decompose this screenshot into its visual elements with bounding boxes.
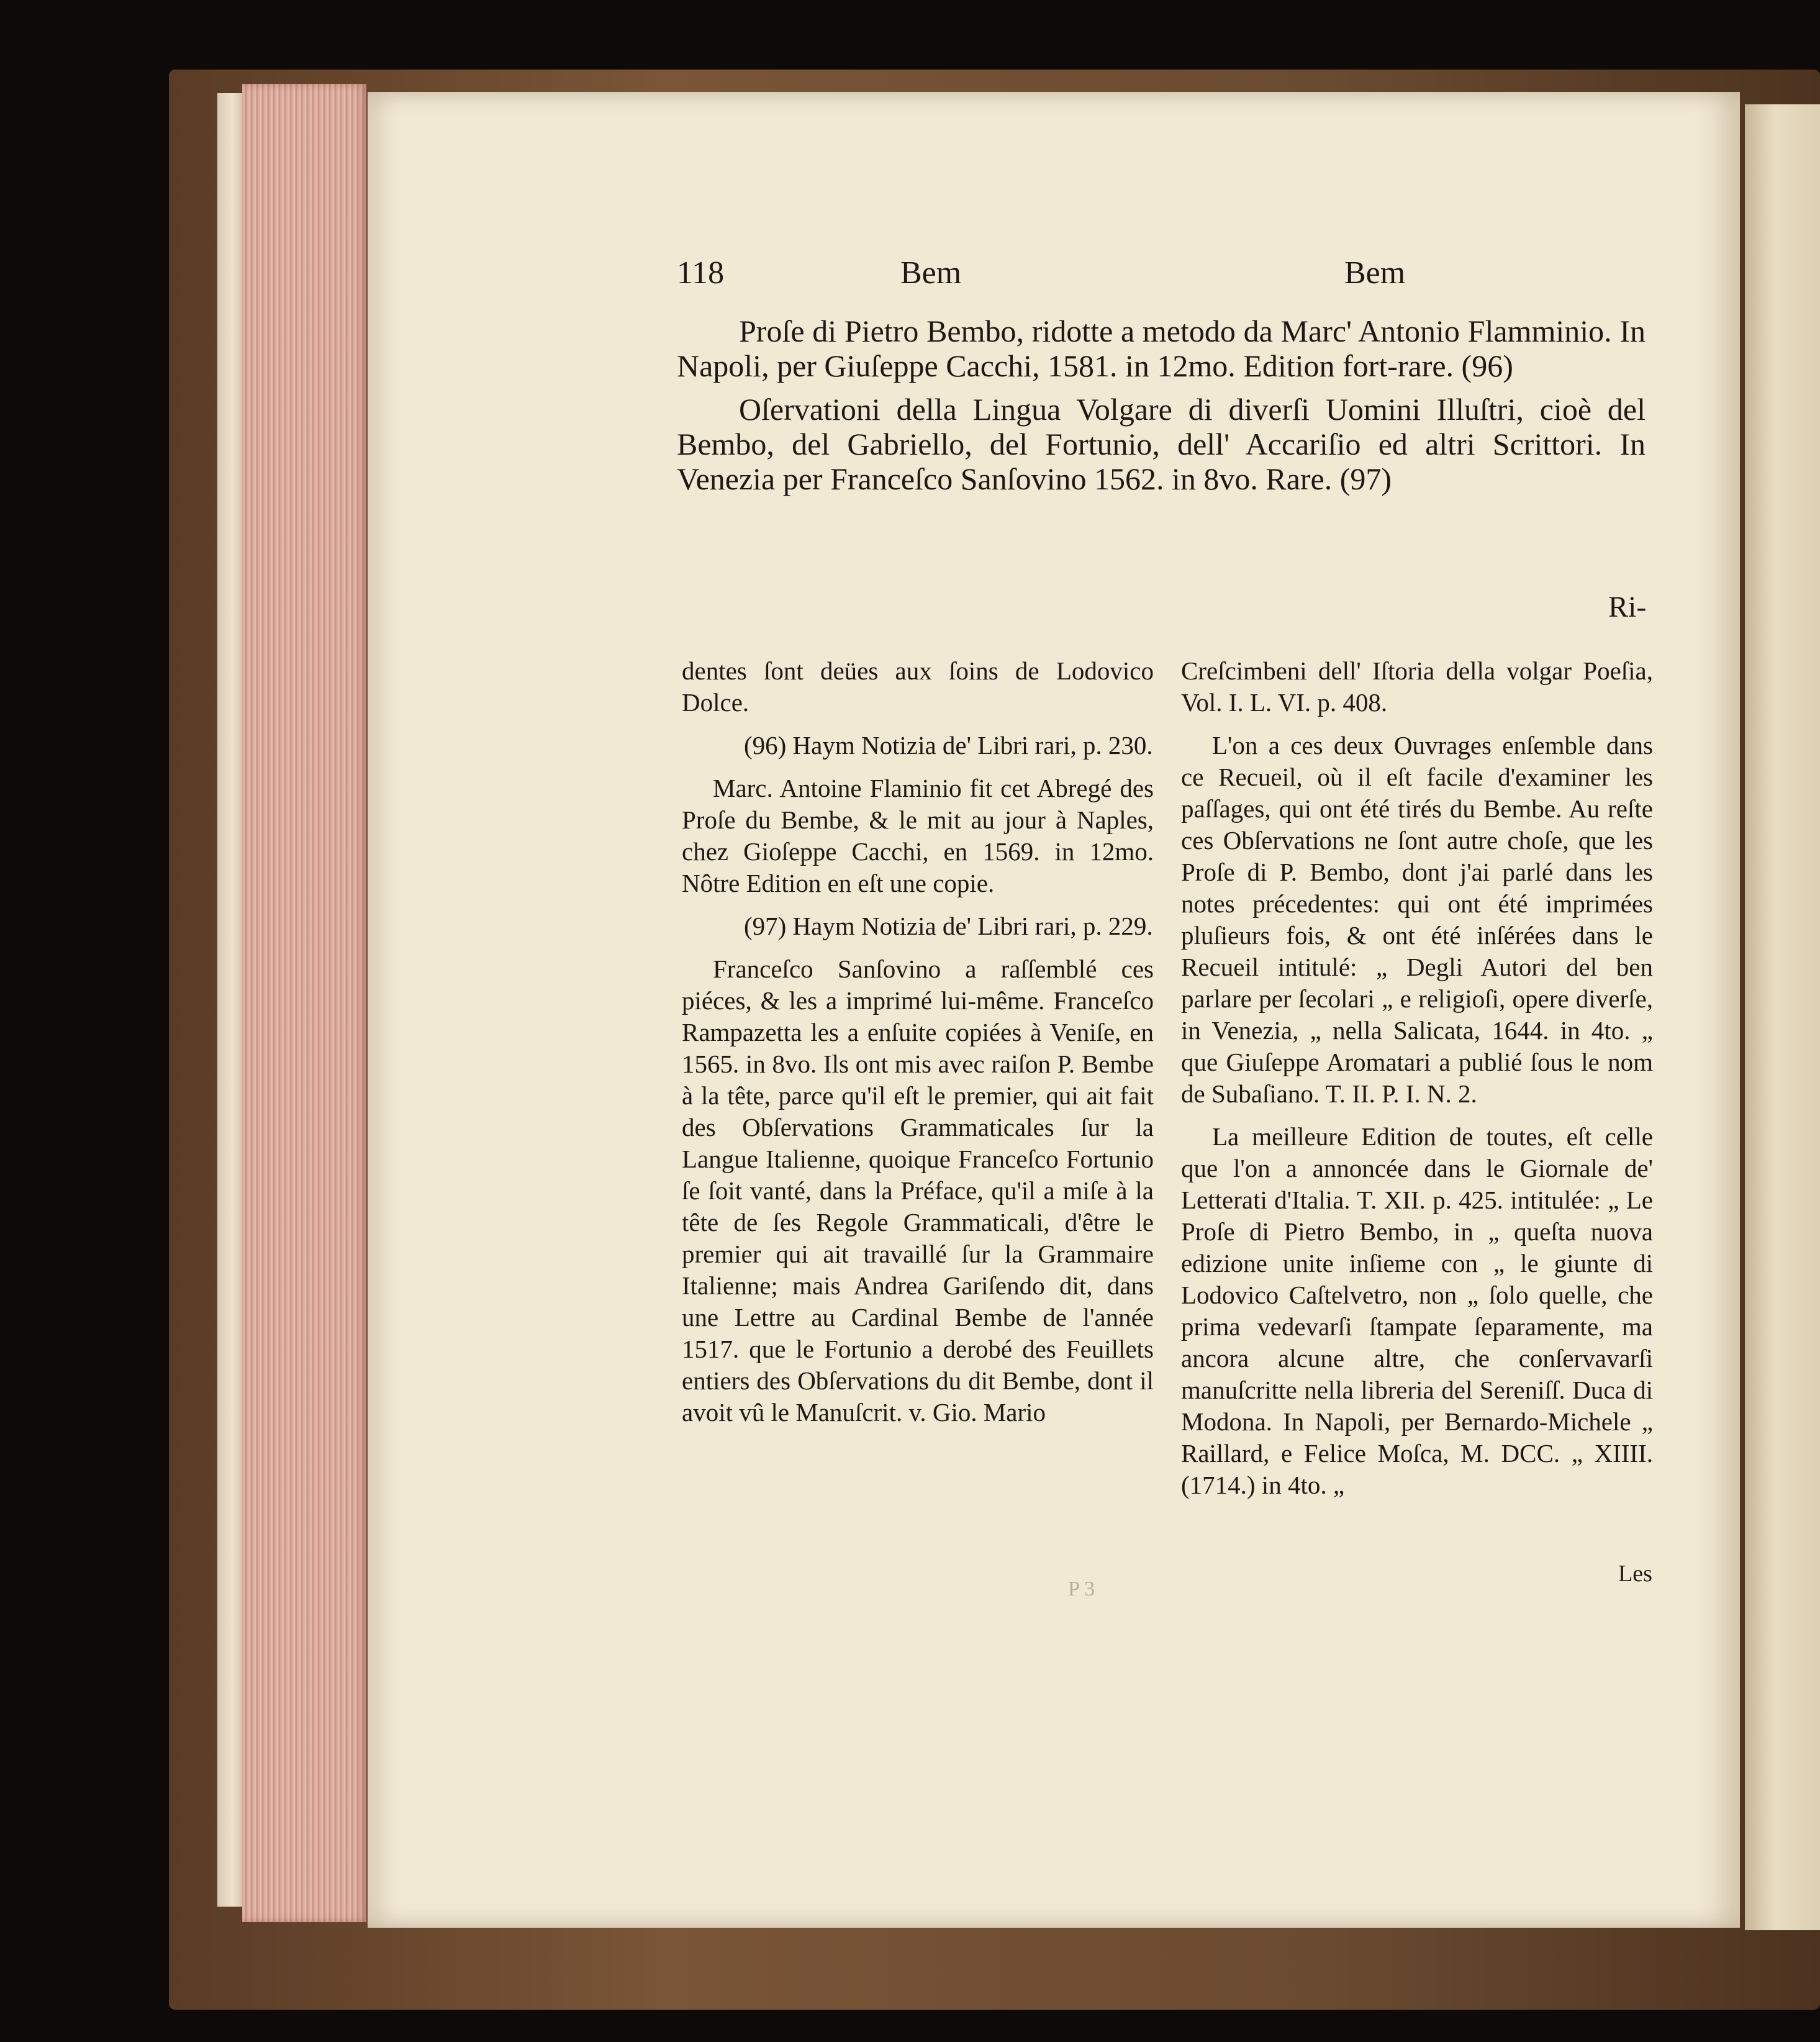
note-96-body: Marc. Antoine Flaminio fit cet Abregé des Proſe du Bembe, & le mit au jour à Naples, chez Gioſeppe Cacchi, en 1569. in 12mo. Nôtre Edition en eſt une copie. <box>682 774 1154 897</box>
running-header <box>677 255 1422 298</box>
catchword-top: Ri- <box>1608 591 1647 624</box>
catchword-bottom: Les <box>1618 1561 1652 1587</box>
page-edges <box>242 84 366 1922</box>
bibliography-entries <box>677 314 1646 505</box>
note-meilleure-edition: La meilleure Edition de toutes, eſt celle que l'on a annoncée dans le Giornale de' Letterati d'Italia. T. XII. p. 425. intitulée: „ Le Proſe di Pietro Bembo, in „ queſta nuova edizione unite inſieme con „ le giunte di Lodovico Caſtelvetro, non „ ſolo quelle, che prima vedevarſi ſtampate ſeparamente, ma ancora alcune altre, che conſervavarſi manuſcritte nella libreria del Sereniſſ. Duca di Modona. In Napoli, per Bernardo-Michele „ Raillard, e Felice Moſca, M. DCC. „ XIIII. (1714.) in 4to. „ <box>1181 1122 1653 1499</box>
entry-96: Proſe di Pietro Bembo, ridotte a metodo da Marc' Antonio Flamminio. In Napoli, per Giuſeppe Cacchi, 1581. in 12mo. Edition fort-rare. (96) <box>677 314 1646 383</box>
header-left-word: Bem <box>900 255 962 291</box>
signature-mark: P 3 <box>1068 1577 1095 1600</box>
notes-right-column <box>1181 655 1653 1512</box>
note-96-ref: (96) Haym Notizia de' Libri rari, p. 230. <box>744 731 1153 760</box>
header-right-word: Bem <box>1344 255 1406 291</box>
note-crescimbeni: Creſcimbeni dell' Iſtoria della volgar Poeſia, Vol. I. L. VI. p. 408. <box>1181 656 1653 717</box>
page-number: 118 <box>677 255 725 291</box>
facing-page-edge <box>1745 104 1820 1930</box>
entry-97: Oſervationi della Lingua Volgare di diverſi Uomini Illuſtri, cioè del Bembo, del Gabriello, del Fortunio, dell' Accariſio ed altri Scrittori. In Venezia per Franceſco Sanſovino 1562. in 8vo. Rare. (97) <box>677 392 1646 496</box>
note-97-body: Franceſco Sanſovino a raſſemblé ces piéces, & les a imprimé lui-même. Franceſco Rampazetta les a enſuite copiées à Veniſe, en 1565. in 8vo. Ils ont mis avec raiſon P. Bembe à la tête, parce qu'il eſt le premier, qui ait fait des Obſervations Grammaticales ſur la Langue Italienne, quoique Franceſco Fortunio ſe ſoit vanté, dans la Préface, qu'il a miſe à la tête de ſes Regole Grammaticali, d'être le premier qui ait travaillé ſur la Grammaire Italienne; mais Andrea Gariſendo dit, dans une Lettre au Cardinal Bembe de l'année 1517. que le Fortunio a derobé des Feuillets entiers des Obſervations du dit Bembe, dont il avoit vû le Manuſcrit. v. Gio. Mario <box>682 955 1154 1427</box>
note-continuation: dentes ſont deües aux ſoins de Lodovico Dolce. <box>682 656 1154 717</box>
notes-left-column <box>682 655 1154 1440</box>
note-recueil: L'on a ces deux Ouvrages enſemble dans ce Recueil, où il eſt facile d'examiner les paſſages, qui ont été tirés du Bembe. Au reſte ces Obſervations ne ſont autre choſe, que les Proſe di P. Bembo, dont j'ai parlé dans les notes précedentes: qui ont été imprimées pluſieurs fois, & ont été inſérées dans le Recueil intitulé: „ Degli Autori del ben parlare per ſecolari „ e religioſi, opere diverſe, in Venezia, „ nella Salicata, 1644. in 4to. „ que Giuſeppe Aromatari a publié ſous le nom de Subaſiano. T. II. P. I. N. 2. <box>1181 731 1653 1108</box>
note-97-ref: (97) Haym Notizia de' Libri rari, p. 229. <box>744 912 1153 940</box>
